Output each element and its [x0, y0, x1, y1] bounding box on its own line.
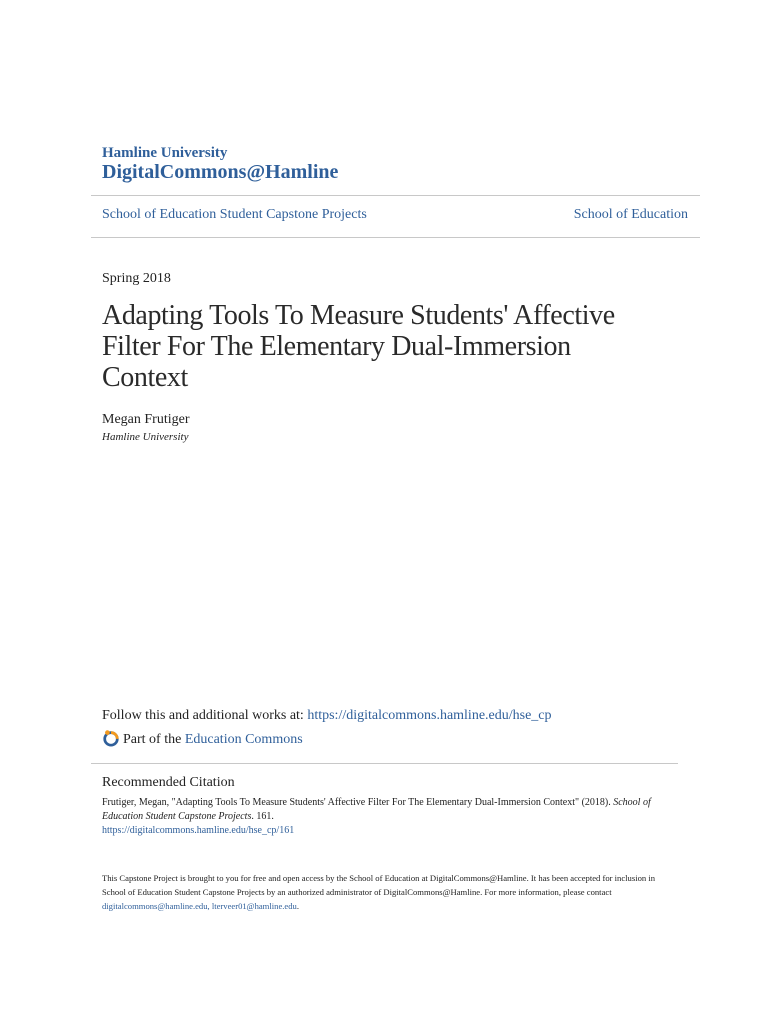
education-commons-link[interactable]: Education Commons — [184, 732, 303, 747]
publication-date: Spring 2018 — [102, 271, 171, 286]
notice-end: . — [296, 901, 299, 911]
notice-text: This Capstone Project is brought to you for free and open access by the School of Education at DigitalCommons@Hamline. It has been accepted for inclusion in School of Education Student Capstone Projects by an authorized administrator of DigitalCommons@Hamline. For more information, please contact — [102, 873, 656, 897]
author-name: Megan Frutiger — [102, 412, 190, 427]
digital-commons-network-icon — [102, 729, 120, 747]
citation-part1: Frutiger, Megan, "Adapting Tools To Measure Students' Affective Filter For The Elementary Dual-Immersion Context" (2018). — [102, 797, 614, 808]
article-title: Adapting Tools To Measure Students' Affective Filter For The Elementary Dual-Immersion Context — [102, 300, 615, 393]
part-of-line — [102, 731, 303, 749]
part-of-label: Part of the — [123, 732, 182, 747]
follow-line — [102, 708, 552, 724]
follow-url-link[interactable]: https://digitalcommons.hamline.edu/hse_cp — [307, 708, 552, 723]
citation-divider — [91, 763, 678, 764]
citation-series: School of Education Student Capstone Projects — [102, 797, 651, 822]
header-divider-top — [91, 195, 700, 196]
department-link[interactable]: School of Education — [573, 207, 688, 222]
citation-text — [102, 796, 672, 838]
repository-link[interactable]: DigitalCommons@Hamline — [102, 161, 339, 183]
author-affiliation: Hamline University — [102, 431, 189, 443]
citation-url-link[interactable]: https://digitalcommons.hamline.edu/hse_cp/161 — [102, 825, 295, 836]
collection-link[interactable]: School of Education Student Capstone Projects — [102, 207, 367, 222]
citation-part2: . 161. — [251, 811, 274, 822]
access-notice — [102, 871, 672, 913]
contact-email-links[interactable]: digitalcommons@hamline.edu, lterveer01@hamline.edu — [102, 901, 297, 911]
header-divider-bottom — [91, 237, 700, 238]
institution-name: Hamline University — [102, 145, 228, 161]
citation-heading: Recommended Citation — [102, 775, 235, 790]
follow-label: Follow this and additional works at: — [102, 708, 308, 723]
